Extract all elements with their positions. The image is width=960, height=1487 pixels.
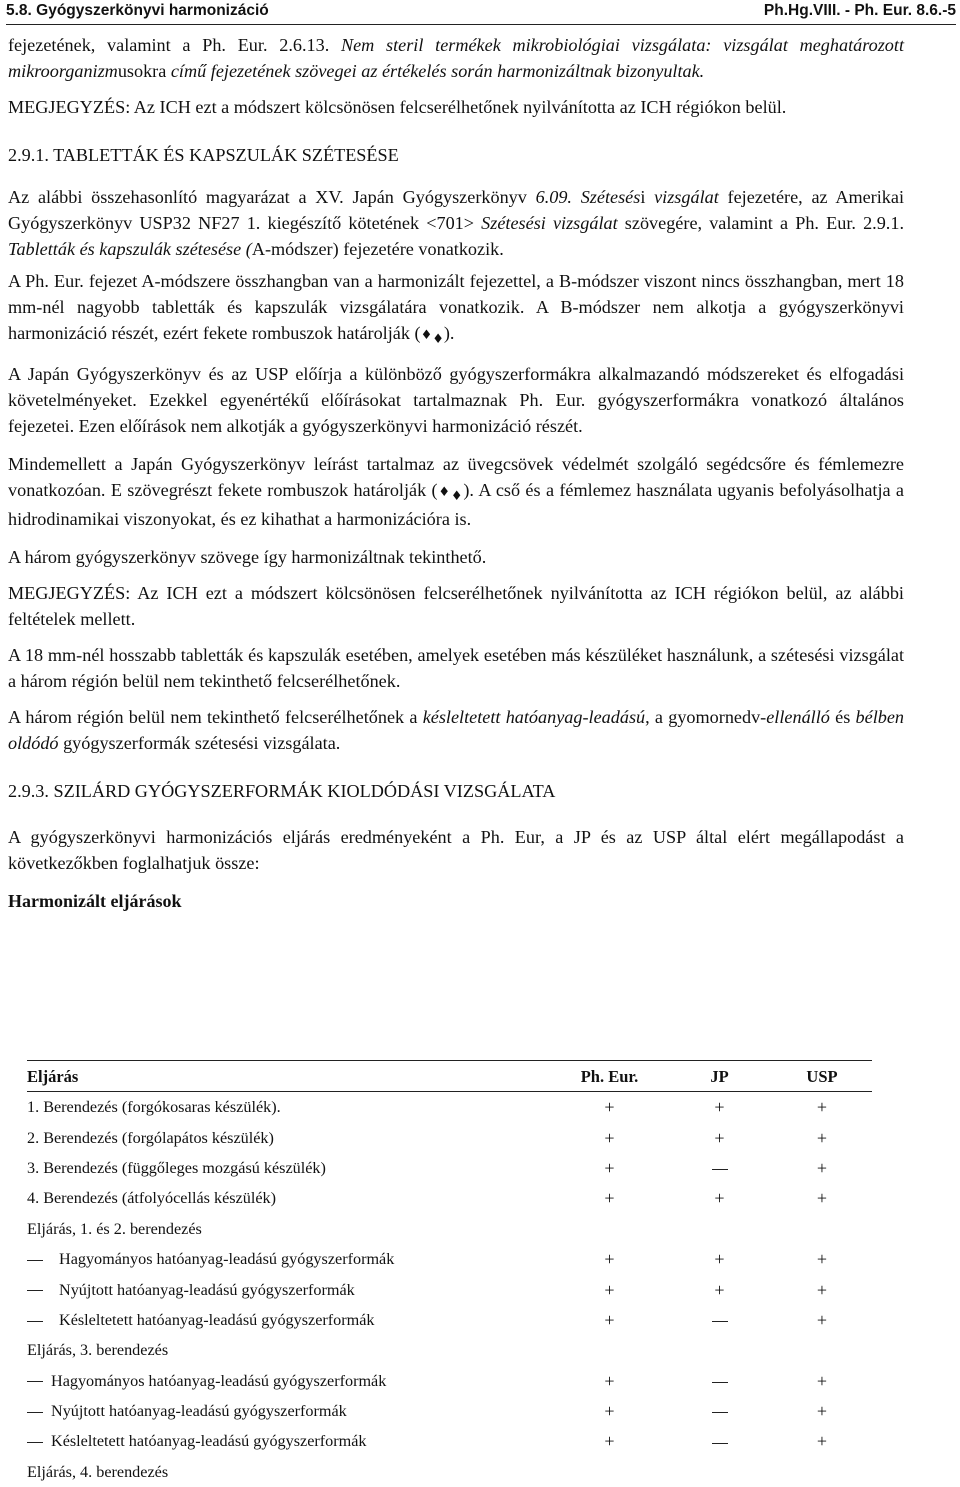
table-header-row <box>27 1061 872 1092</box>
dash-bullet-icon <box>27 1442 43 1443</box>
compliance-mark: + <box>714 1279 725 1300</box>
diamond-icon: ♦ <box>420 328 433 343</box>
procedure-label <box>27 1153 552 1183</box>
procedure-label-text: 4. Berendezés (átfolyócellás készülék) <box>27 1189 276 1208</box>
table-row <box>27 1214 872 1244</box>
table-row <box>27 1396 872 1426</box>
not-applicable-dash <box>712 1382 728 1383</box>
diamond-icon: ♦ <box>450 489 464 504</box>
procedure-label <box>27 1335 552 1365</box>
compliance-mark: + <box>714 1188 725 1209</box>
text-run: A Ph. Eur. fejezet A-módszere összhangban van a harmonizált fejezettel, a B-módszer viszont nincs összhangban, mert 18 mm-nél nagyobb tabletták és kapszulák vizsgálatára vonatkozik. A B-módszer nem alkotja a gyógyszerkönyvi harmonizáció részét, ezért fekete rombuszok határolják ( <box>8 271 904 343</box>
procedure-label <box>27 1244 552 1274</box>
text-run-italic: Tabletták és kapszulák szétesése ( <box>8 239 252 259</box>
note-paragraph: MEGJEGYZÉS: Az ICH ezt a módszert kölcsönösen felcserélhetőnek nyilvánította az ICH régiókon belül. <box>8 97 787 117</box>
paragraph-japanese-usp: A Japán Gyógyszerkönyv és az USP előírja a különböző gyógyszerformákra alkalmazandó módszereket és elfogadási követelményeket. Ezekkel egyenértékű előírásokat tartalmaznak Ph. Eur. gyógyszerformákra vonatkozó általános fejezetei. Ezen előírások nem alkotják a gyógyszerkönyvi harmonizáció részét. <box>8 364 904 436</box>
procedure-label-text: Eljárás, 3. berendezés <box>27 1341 169 1360</box>
procedure-label-text: Késleltetett hatóanyag-leadású gyógyszerformák <box>51 1432 367 1451</box>
compliance-mark: + <box>816 1157 828 1178</box>
procedure-label <box>27 1305 552 1335</box>
compliance-mark <box>667 1396 772 1426</box>
text-run-italic: Szétesési vizsgálat <box>481 213 618 233</box>
procedure-label <box>27 1366 552 1396</box>
compliance-mark: + <box>714 1127 725 1148</box>
compliance-mark: + <box>604 1157 615 1178</box>
text-run: ). <box>443 323 455 343</box>
section-heading-disintegration: 2.9.1. TABLETTÁK ÉS KAPSZULÁK SZÉTESÉSE <box>8 145 399 165</box>
text-run: usokra <box>117 61 167 81</box>
table-row <box>27 1092 872 1123</box>
procedure-label-text: Eljárás, 4. berendezés <box>27 1462 169 1481</box>
compliance-mark: + <box>604 1431 615 1452</box>
diamond-icon: ♦ <box>437 485 451 500</box>
text-run-italic: késleltetett hatóanyag-leadású <box>422 707 646 727</box>
compliance-mark <box>667 1214 772 1244</box>
table-row <box>27 1426 872 1456</box>
text-run-italic: vizsgálat <box>645 187 719 207</box>
table-row <box>27 1335 872 1365</box>
text-run: A három régión belül nem tekinthető felcserélhetőnek a <box>8 707 423 727</box>
compliance-mark <box>667 1335 772 1365</box>
section-heading-dissolution: 2.9.3. SZILÁRD GYÓGYSZERFORMÁK KIOLDÓDÁSI VIZSGÁLATA <box>8 781 556 801</box>
compliance-mark: + <box>604 1249 615 1270</box>
paragraph-tube-plate <box>8 451 904 532</box>
not-applicable-dash <box>712 1412 728 1413</box>
procedure-label <box>27 1214 552 1244</box>
column-header: Eljárás <box>27 1061 552 1092</box>
header-section-title: 5.8. Gyógyszerkönyvi harmonizáció <box>6 2 269 19</box>
diamond-icon: ♦ <box>432 332 444 347</box>
compliance-mark <box>772 1457 872 1487</box>
paragraph-intro <box>8 32 904 84</box>
procedure-label-text: Nyújtott hatóanyag-leadású gyógyszerformák <box>51 1402 347 1421</box>
compliance-mark: + <box>816 1370 828 1391</box>
paragraph-comparison <box>8 184 904 262</box>
procedure-label <box>27 1426 552 1456</box>
dash-bullet-icon <box>27 1321 43 1322</box>
paragraph-agreement: A gyógyszerkönyvi harmonizációs eljárás eredményeként a Ph. Eur, a JP és az USP által elért megállapodást a következőkben foglalhatjuk össze: <box>8 827 904 873</box>
compliance-mark: + <box>604 1279 615 1300</box>
dash-bullet-icon <box>27 1260 43 1261</box>
compliance-mark <box>667 1457 772 1487</box>
procedure-label <box>27 1122 552 1152</box>
compliance-mark <box>667 1153 772 1183</box>
compliance-mark <box>667 1426 772 1456</box>
table-row <box>27 1305 872 1335</box>
text-run: , a gyomornedv- <box>645 707 767 727</box>
note-paragraph: MEGJEGYZÉS: Az ICH ezt a módszert kölcsönösen felcserélhetőnek nyilvánította az ICH régiókon belül, az alábbi feltételek mellett. <box>8 583 904 629</box>
not-applicable-dash <box>712 1169 728 1170</box>
text-run: Az alábbi összehasonlító magyarázat a XV. Japán Gyógyszerkönyv <box>8 187 536 207</box>
procedure-label-text: 2. Berendezés (forgólapátos készülék) <box>27 1128 274 1147</box>
compliance-mark <box>552 1214 667 1244</box>
text-run-italic: című fejezetének szövegei az értékelés során harmonizáltnak bizonyultak. <box>166 61 705 81</box>
dash-bullet-icon <box>27 1381 43 1382</box>
text-run: fejezetére, az Amerikai Gyógyszerkönyv USP32 NF27 1. kiegészítő kötetének <701> <box>8 187 904 233</box>
table-row <box>27 1122 872 1152</box>
text-run: és <box>829 707 856 727</box>
table-row <box>27 1244 872 1274</box>
text-run: gyógyszerformák szétesési vizsgálata. <box>58 733 341 753</box>
text-run: fejezetének, valamint a Ph. Eur. 2.6.13. <box>8 35 341 55</box>
table-row <box>27 1457 872 1487</box>
text-run: A-módszer) fejezetére vonatkozik. <box>251 239 504 259</box>
column-header: USP <box>772 1061 872 1092</box>
compliance-mark: + <box>816 1249 828 1270</box>
compliance-mark <box>772 1214 872 1244</box>
table-row <box>27 1366 872 1396</box>
compliance-mark: + <box>604 1097 615 1118</box>
procedure-label-text: Hagyományos hatóanyag-leadású gyógyszerformák <box>59 1250 395 1269</box>
procedure-label-text: Nyújtott hatóanyag-leadású gyógyszerformák <box>59 1280 355 1299</box>
procedure-label-text: Késleltetett hatóanyag-leadású gyógyszerformák <box>59 1310 375 1329</box>
compliance-mark: + <box>816 1401 828 1422</box>
text-run: ). A cső és a fémlemez használata ugyanis befolyásolhatja a hidrodinamikai viszonyokat, és ez kihathat a harmonizációra is. <box>8 480 905 529</box>
text-run: szövegére, valamint a Ph. Eur. 2.9.1. <box>617 213 904 233</box>
column-header: Ph. Eur. <box>552 1061 667 1092</box>
procedure-label <box>27 1092 552 1123</box>
compliance-mark: + <box>816 1431 828 1452</box>
procedure-label <box>27 1183 552 1213</box>
dash-bullet-icon <box>27 1290 43 1291</box>
compliance-mark: + <box>714 1249 725 1270</box>
text-run: i <box>640 187 646 207</box>
paragraph-18mm: A 18 mm-nél hosszabb tabletták és kapszulák esetében, amelyek esetében más készüléket használunk, a szétesési vizsgálat a három régión belül nem tekinthető felcserélhetőnek. <box>8 645 904 691</box>
table-row <box>27 1274 872 1304</box>
procedure-label <box>27 1457 552 1487</box>
header-pharmacopoeia-ref: Ph.Hg.VIII. - Ph. Eur. 8.6.-5 <box>763 2 956 19</box>
paragraph-method-a <box>8 268 904 349</box>
not-applicable-dash <box>712 1443 728 1444</box>
table-row <box>27 1183 872 1213</box>
compliance-mark: + <box>816 1309 828 1330</box>
procedure-label-text: 1. Berendezés (forgókosaras készülék). <box>27 1098 281 1117</box>
compliance-mark: + <box>604 1188 615 1209</box>
compliance-mark <box>552 1457 667 1487</box>
dash-bullet-icon <box>27 1412 43 1413</box>
column-header: JP <box>667 1061 772 1092</box>
procedure-label-text: Hagyományos hatóanyag-leadású gyógyszerformák <box>51 1371 387 1390</box>
text-run-italic: bélben oldódó <box>8 707 905 753</box>
compliance-mark <box>552 1335 667 1365</box>
compliance-mark: + <box>816 1097 828 1118</box>
text-run: Mindemellett a Japán Gyógyszerkönyv leírást tartalmaz az üvegcsövek védelmét szolgáló segédcsőre és fémlemezre vonatkozóan. E szövegrészt fekete rombuszok határolják ( <box>8 454 904 500</box>
procedure-label <box>27 1396 552 1426</box>
not-applicable-dash <box>712 1321 728 1322</box>
compliance-mark: + <box>816 1127 828 1148</box>
document-body <box>8 32 904 914</box>
procedure-label <box>27 1274 552 1304</box>
compliance-mark <box>667 1366 772 1396</box>
table-title: Harmonizált eljárások <box>8 891 182 911</box>
compliance-mark <box>667 1305 772 1335</box>
harmonized-procedures-table <box>27 1060 872 1487</box>
compliance-mark <box>772 1335 872 1365</box>
procedure-label-text: Eljárás, 1. és 2. berendezés <box>27 1219 202 1238</box>
paragraph-harmonized: A három gyógyszerkönyv szövege így harmonizáltnak tekinthető. <box>8 547 487 567</box>
compliance-mark: + <box>604 1309 615 1330</box>
paragraph-not-interchangeable <box>8 704 904 756</box>
text-run-italic: Nem steril termékek mikrobiológiai vizsgálata: vizsgálat meghatározott mikroorganizm <box>8 35 904 81</box>
compliance-mark: + <box>604 1127 615 1148</box>
table-row <box>27 1153 872 1183</box>
compliance-mark: + <box>604 1370 615 1391</box>
procedure-label-text: 3. Berendezés (függőleges mozgású készülék) <box>27 1158 326 1177</box>
compliance-mark: + <box>816 1279 828 1300</box>
page-header <box>6 0 956 25</box>
compliance-mark: + <box>604 1401 615 1422</box>
text-run-italic: 6.09. Szétesés <box>535 187 641 207</box>
text-run-italic: ellenálló <box>766 707 830 727</box>
compliance-mark: + <box>816 1188 828 1209</box>
compliance-mark: + <box>714 1097 725 1118</box>
